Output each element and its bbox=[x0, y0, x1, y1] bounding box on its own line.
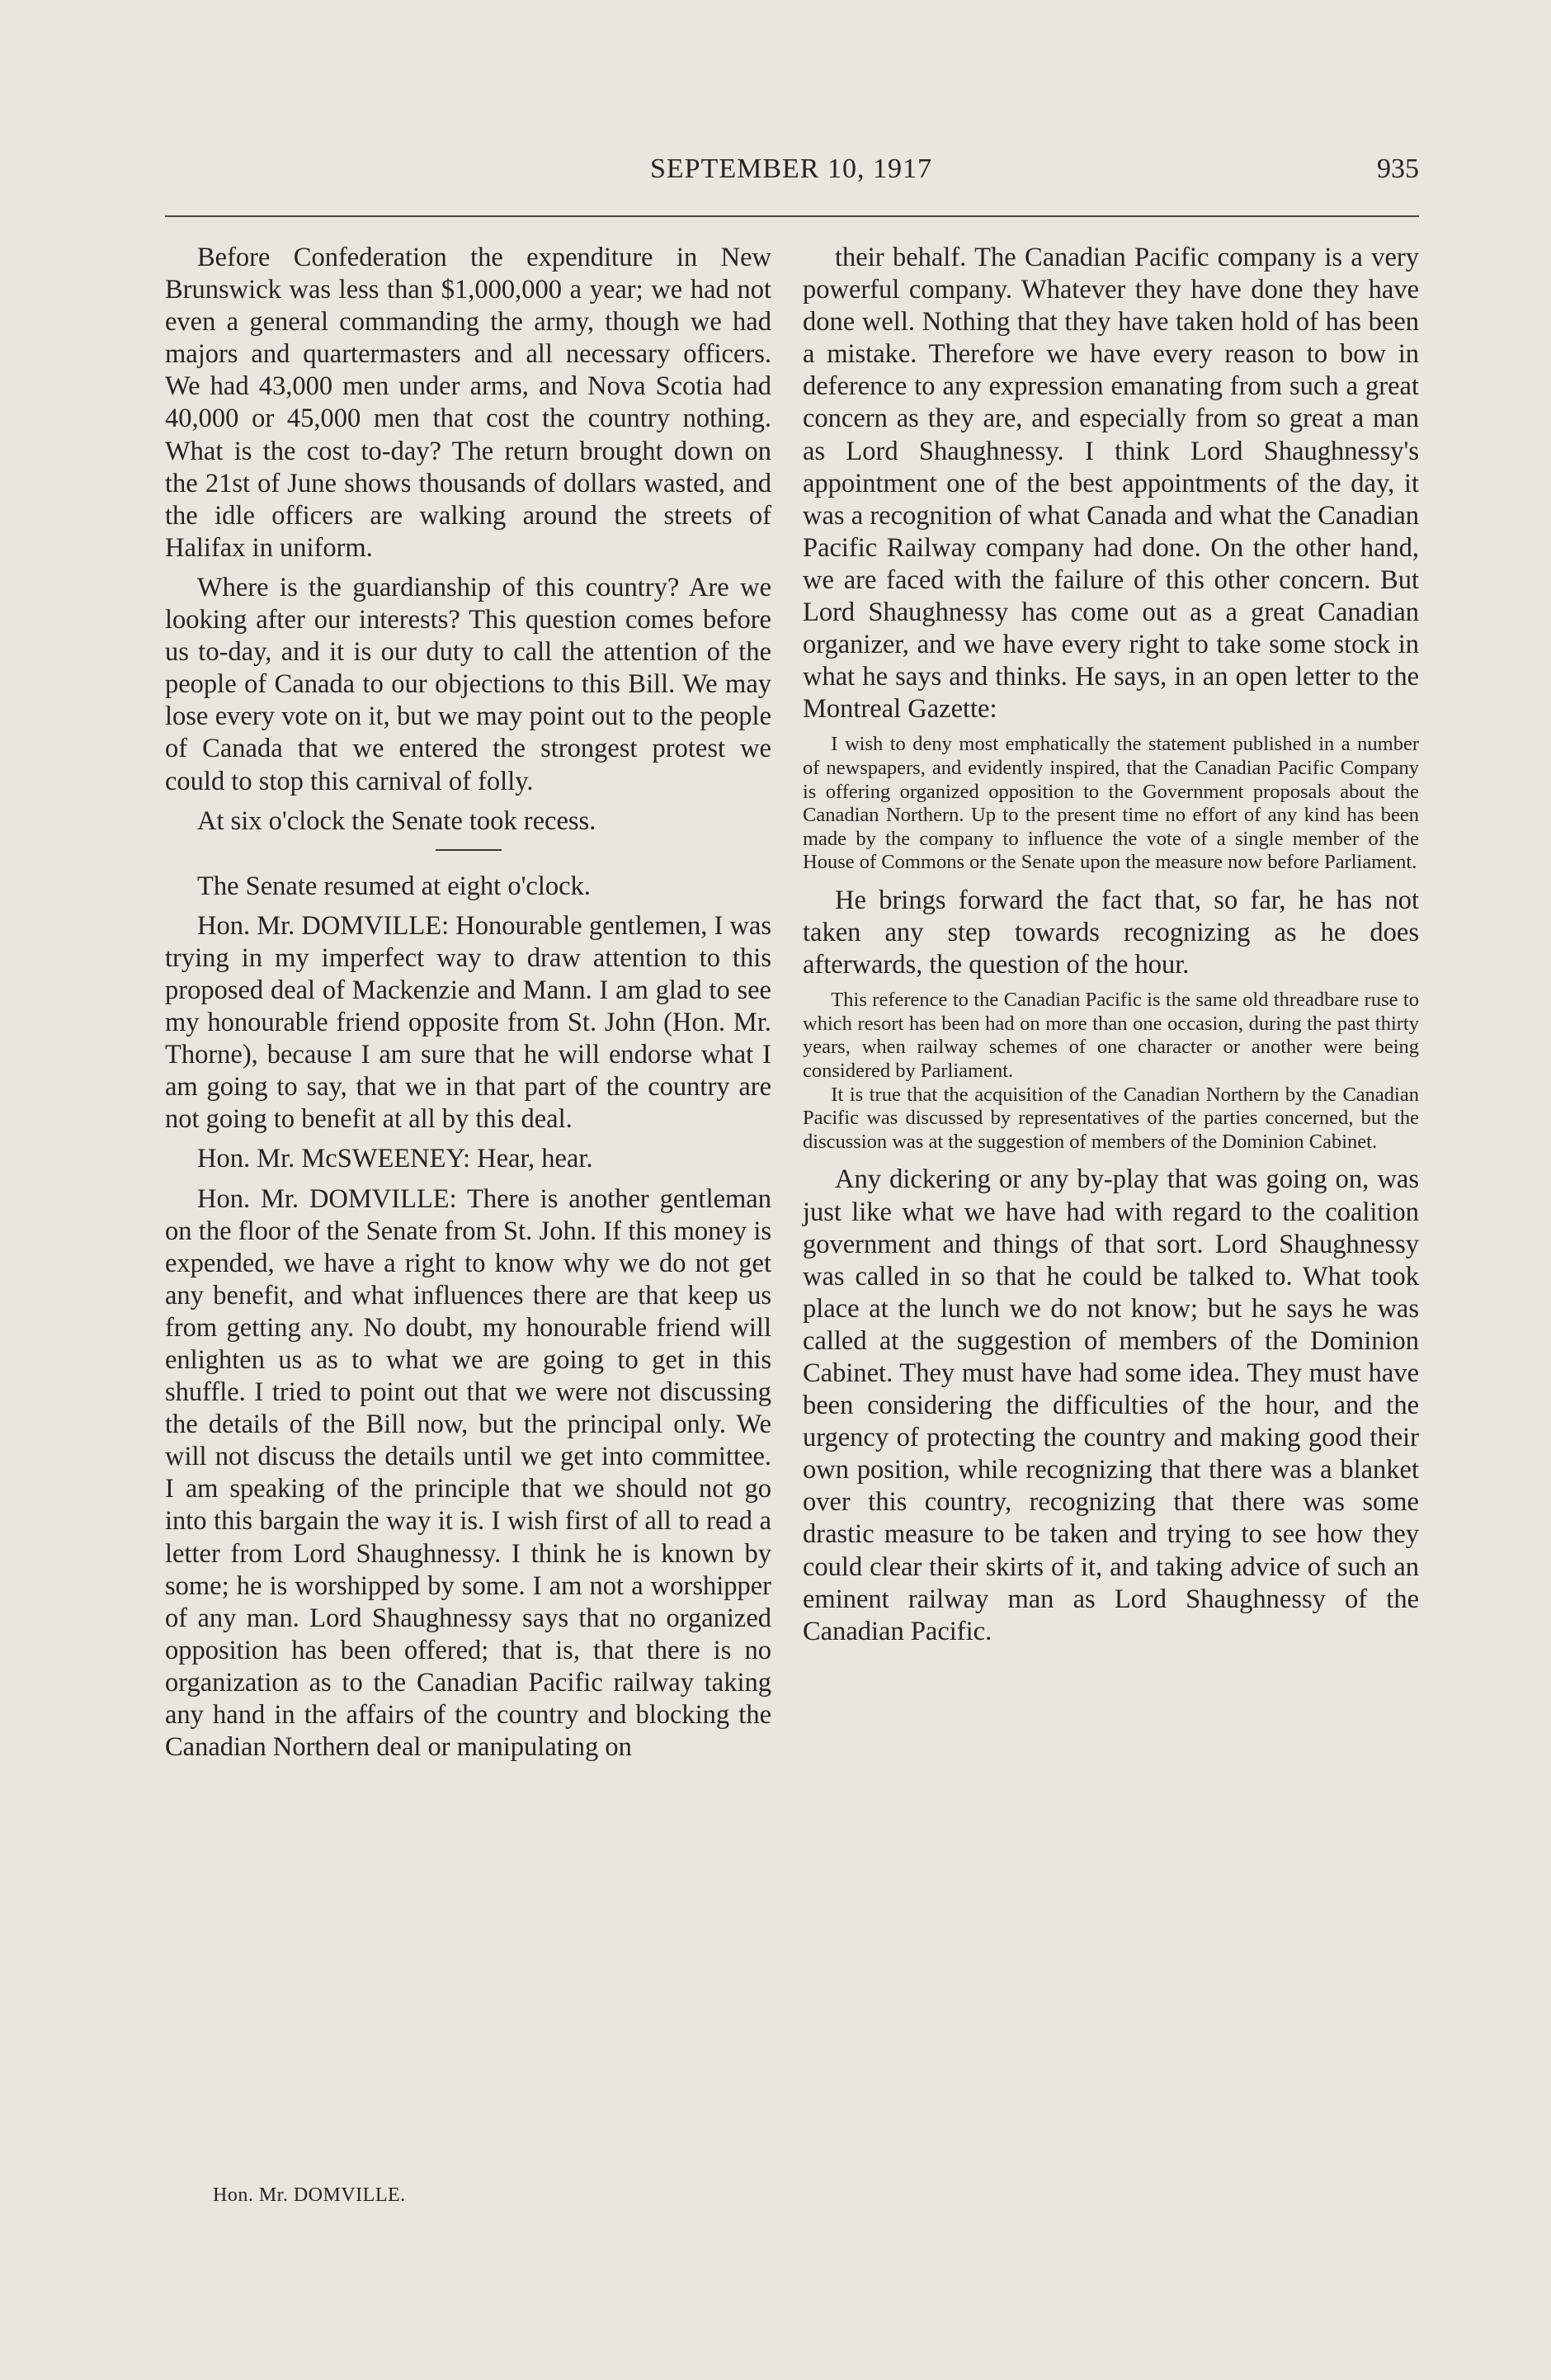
page-date: SEPTEMBER 10, 1917 bbox=[650, 153, 932, 184]
page-number: 935 bbox=[1377, 153, 1419, 184]
paragraph: Before Confederation the expenditure in New Brunswick was less than $1,000,000 a year; we had not even a general commanding the army, though we had majors and quartermasters and all necessary officers. We had 43,000 men under arms, and Nova Scotia had 40,000 or 45,000 men that cost the country nothing. What is the cost to-day? The return brought down on the 21st of June shows thousands of dollars wasted, and the idle officers are walking around the streets of Halifax in uniform. bbox=[165, 243, 771, 563]
quoted-letter: It is true that the acquisition of the Canadian Northern by the Canadian Pacific was discussed by representatives of the parties concerned, but the discussion was at the suggestion of members of the Dominion Cabinet. bbox=[803, 1083, 1419, 1153]
quoted-letter: This reference to the Canadian Pacific is the same old threadbare ruse to which resort has been had on more than one occasion, during the past thirty years, when railway schemes of one character or another were being considered by Parliament. bbox=[803, 989, 1419, 1083]
section-divider bbox=[436, 849, 502, 851]
header-rule bbox=[165, 215, 1419, 217]
paragraph: He brings forward the fact that, so far, he has not taken any step towards recognizing as he does afterwards, the question of the hour. bbox=[803, 885, 1419, 980]
paragraph: Any dickering or any by-play that was going on, was just like what we have had with regard to the coalition government and things of that sort. Lord Shaughnessy was called in so that he could be talked to. What took place at the lunch we do not know; but he says he was called at the suggestion of members of the Dominion Cabinet. They must have had some idea. They must have been considering the difficulties of the hour, and the urgency of protecting the country and making good their own position, while recognizing that there was a blanket over this country, recognizing that there was some drastic measure to be taken and trying to see how they could clear their skirts of it, and taking advice of such an eminent railway man as Lord Shaughnessy of the Canadian Pacific. bbox=[803, 1164, 1419, 1646]
paragraph: Where is the guardianship of this country? Are we looking after our interests? This question comes before us to-day, and it is our duty to call the attention of the people of Canada to our objections to this Bill. We may lose every vote on it, but we may point out to the people of Canada that we entered the strongest protest we could to stop this carnival of folly. bbox=[165, 572, 771, 796]
left-column bbox=[165, 242, 771, 1771]
paragraph: Hon. Mr. McSWEENEY: Hear, hear. bbox=[197, 1144, 593, 1174]
running-footer: Hon. Mr. DOMVILLE. bbox=[213, 2184, 406, 2206]
recess-note: At six o'clock the Senate took recess. bbox=[197, 805, 596, 836]
page-header bbox=[163, 153, 1419, 195]
paragraph: Hon. Mr. DOMVILLE: Honourable gentlemen, I was trying in my imperfect way to draw attention to this proposed deal of Mackenzie and Mann. I am glad to see my honourable friend opposite from St. John (Hon. Mr. Thorne), because I am sure that he will endorse what I am going to say, that we in that part of the country are not going to benefit at all by this deal. bbox=[165, 910, 771, 1135]
paragraph: Hon. Mr. DOMVILLE: There is another gentleman on the floor of the Senate from St. John. If this money is expended, we have a right to know why we do not get any benefit, and what influences there are that keep us from getting any. No doubt, my honourable friend will enlighten us as to what we are going to get in this shuffle. I tried to point out that we were not discussing the details of the Bill now, but the principal only. We will not discuss the details until we get into committee. I am speaking of the principle that we should not go into this bargain the way it is. I wish first of all to read a letter from Lord Shaughnessy. I think he is known by some; he is worshipped by some. I am not a worshipper of any man. Lord Shaughnessy says that no organized opposition has been offered; that is, that there is no organization as to the Canadian Pacific railway taking any hand in the affairs of the country and blocking the Canadian Northern deal or manipulating on bbox=[165, 1183, 771, 1763]
resumed-note: The Senate resumed at eight o'clock. bbox=[197, 871, 591, 901]
quoted-letter: I wish to deny most emphatically the statement published in a number of newspapers, and evidently inspired, that the Canadian Pacific Company is offering organized opposition to the Government proposals about the Canadian Northern. Up to the present time no effort of any kind has been made by the company to influence the vote of a single member of the House of Commons or the Senate upon the measure now before Parliament. bbox=[803, 733, 1419, 874]
paragraph: their behalf. The Canadian Pacific company is a very powerful company. Whatever they have done they have done well. Nothing that they have taken hold of has been a mistake. Therefore we have every reason to bow in deference to any expression emanating from such a great concern as they are, and especially from so great a man as Lord Shaughnessy. I think Lord Shaughnessy's appointment one of the best appointments of the day, it was a recognition of what Canada and what the Canadian Pacific Railway company had done. On the other hand, we are faced with the failure of this other concern. But Lord Shaughnessy has come out as a great Canadian organizer, and we have every right to take some stock in what he says and thinks. He says, in an open letter to the Montreal Gazette: bbox=[803, 243, 1419, 725]
right-column bbox=[803, 242, 1419, 1655]
